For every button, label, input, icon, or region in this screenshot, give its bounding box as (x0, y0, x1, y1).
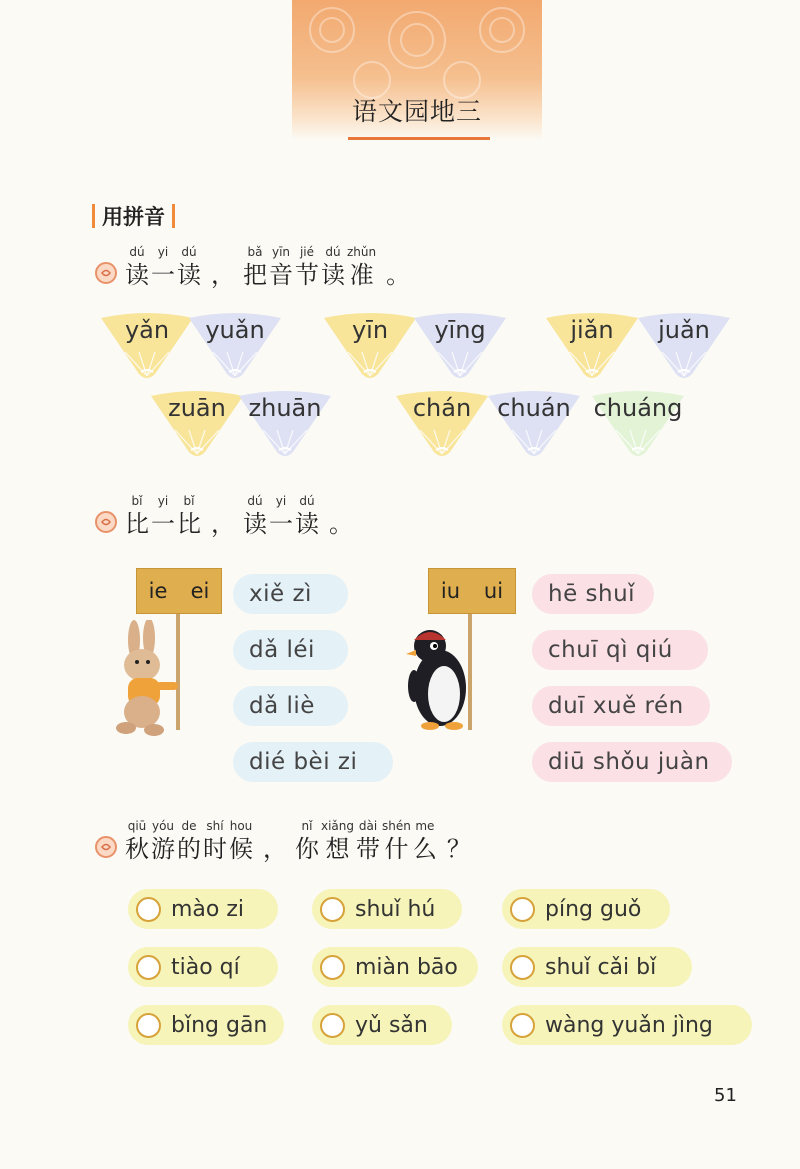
period: 。 (329, 510, 353, 538)
syllable-fan (183, 312, 287, 384)
section-label-text: 用拼音 (102, 205, 165, 229)
fan-syllable: chuán (497, 394, 571, 422)
word: dú 读 (125, 245, 149, 289)
word: nǐ 你 (295, 819, 319, 863)
page-number: 51 (714, 1085, 737, 1106)
word: yi 一 (269, 494, 293, 538)
word: bǐ 比 (177, 494, 201, 538)
word: yi 一 (151, 494, 175, 538)
word: shén 什 (382, 819, 411, 863)
question-mark: ？ (446, 835, 471, 863)
fan-syllable: jiǎn (570, 316, 614, 344)
option-circle[interactable] (136, 955, 161, 980)
board-left-b: ei (190, 579, 210, 603)
signboard-left (136, 568, 222, 614)
fan-syllable: yuǎn (205, 316, 265, 344)
board-right-a: iu (440, 579, 461, 603)
phrase-chip: dǎ liè (233, 686, 348, 726)
option-label: bǐng gān (171, 1012, 268, 1038)
syllable-fan (390, 390, 494, 462)
exercise-icon (95, 836, 117, 858)
option-item[interactable] (312, 1005, 452, 1045)
exercise-1-heading (95, 244, 418, 290)
syllable-fan (540, 312, 644, 384)
option-label: miàn bāo (355, 954, 458, 980)
comma: ， (211, 261, 235, 289)
penguin-illustration (400, 626, 480, 734)
signboard-right (428, 568, 516, 614)
option-label: yǔ sǎn (355, 1012, 428, 1038)
syllable-fan (586, 390, 690, 462)
syllable-fan (233, 390, 337, 462)
word: dài 带 (356, 819, 381, 863)
word: dú 读 (177, 245, 201, 289)
fan-syllable: juǎn (658, 316, 710, 344)
phrase-chip: diū shǒu juàn (532, 742, 732, 782)
exercise-3-heading (95, 818, 479, 864)
option-item[interactable] (502, 889, 670, 929)
option-label: píng guǒ (545, 896, 642, 922)
option-circle[interactable] (510, 897, 535, 922)
word: yi 一 (151, 245, 175, 289)
option-item[interactable] (128, 1005, 284, 1045)
word: shí 时 (203, 819, 227, 863)
phrase-chip: dié bèi zi (233, 742, 393, 782)
option-circle[interactable] (320, 1013, 345, 1038)
word: jié 节 (295, 245, 319, 289)
option-item[interactable] (502, 1005, 752, 1045)
option-item[interactable] (312, 889, 462, 929)
exercise-icon (95, 511, 117, 533)
section-bar-left (92, 204, 95, 228)
word: yóu 游 (151, 819, 175, 863)
word: qiū 秋 (125, 819, 149, 863)
option-item[interactable] (128, 947, 278, 987)
comma: ， (211, 510, 235, 538)
option-circle[interactable] (136, 897, 161, 922)
fan-syllable: zhuān (248, 394, 322, 422)
option-item[interactable] (312, 947, 478, 987)
board-right-b: ui (483, 579, 504, 603)
word: yīn 音 (269, 245, 293, 289)
syllable-fan (408, 312, 512, 384)
word: bǐ 比 (125, 494, 149, 538)
word: dú 读 (243, 494, 267, 538)
phrase-chip: hē shuǐ (532, 574, 654, 614)
fan-syllable: yīn (351, 316, 389, 344)
option-item[interactable] (128, 889, 278, 929)
fan-syllable: yīng (434, 316, 486, 344)
option-circle[interactable] (510, 1013, 535, 1038)
option-item[interactable] (502, 947, 692, 987)
page-title: 语文园地三 (351, 97, 482, 126)
title-underline (348, 137, 490, 140)
word: de 的 (177, 819, 201, 863)
syllable-fan (318, 312, 422, 384)
option-label: shuǐ hú (355, 896, 436, 922)
phrase-chip: chuī qì qiú (532, 630, 708, 670)
board-left-a: ie (148, 579, 168, 603)
option-circle[interactable] (320, 955, 345, 980)
rabbit-illustration (104, 620, 184, 738)
word: xiǎng 想 (321, 819, 355, 863)
fan-syllable: yǎn (124, 316, 170, 344)
period: 。 (386, 261, 411, 289)
comma: ， (263, 835, 287, 863)
word: me 么 (412, 819, 437, 863)
syllable-fan (632, 312, 736, 384)
option-label: wàng yuǎn jìng (545, 1012, 713, 1038)
option-circle[interactable] (510, 955, 535, 980)
phrase-chip: dǎ léi (233, 630, 348, 670)
word: bǎ 把 (243, 245, 267, 289)
option-label: mào zi (171, 896, 245, 922)
option-label: tiào qí (171, 954, 240, 980)
fan-syllable: chuáng (593, 394, 683, 422)
phrase-chip: duī xuě rén (532, 686, 710, 726)
exercise-icon (95, 262, 117, 284)
word: hou 候 (229, 819, 253, 863)
word: zhǔn 准 (347, 245, 377, 289)
option-circle[interactable] (320, 897, 345, 922)
section-label (92, 201, 175, 231)
fan-syllable: zuān (168, 394, 226, 422)
section-bar-right (172, 204, 175, 228)
exercise-2-heading (95, 493, 361, 539)
word: dú 读 (321, 245, 345, 289)
option-label: shuǐ cǎi bǐ (545, 954, 657, 980)
syllable-fan (482, 390, 586, 462)
fan-syllable: chán (412, 394, 472, 422)
option-circle[interactable] (136, 1013, 161, 1038)
word: dú 读 (295, 494, 319, 538)
phrase-chip: xiě zì (233, 574, 348, 614)
